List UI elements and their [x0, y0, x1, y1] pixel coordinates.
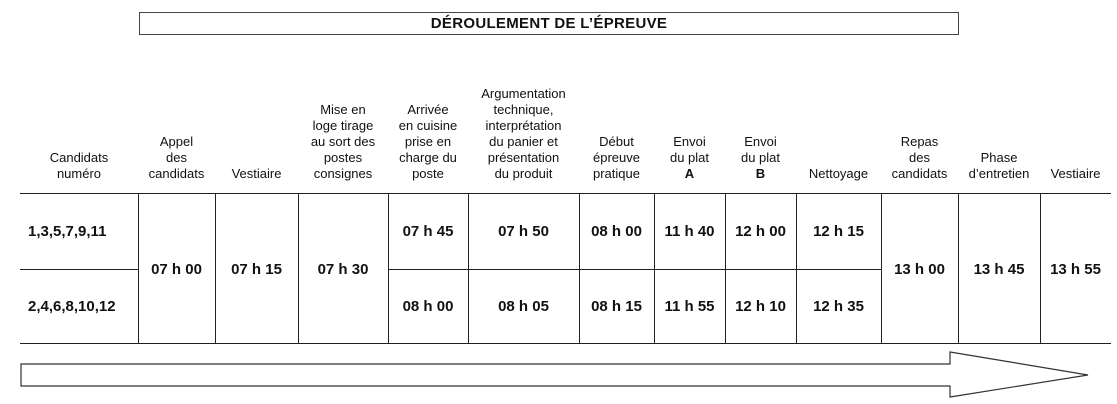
- header-arrivee: Arrivée en cuisine prise en charge du poste: [398, 102, 458, 181]
- header-envoi-a: Envoi du plat A: [669, 134, 710, 181]
- candidates-group-even: 2,4,6,8,10,12: [28, 298, 116, 315]
- time-envoi-a-even: 11 h 55: [664, 298, 715, 315]
- time-appel: 07 h 00: [151, 260, 202, 278]
- time-argumentation-odd: 07 h 50: [498, 223, 549, 240]
- time-nettoyage-odd: 12 h 15: [813, 223, 864, 240]
- time-vestiaire: 07 h 15: [231, 260, 282, 278]
- header-vestiaire-fin: Vestiaire: [1050, 166, 1101, 181]
- time-entretien: 13 h 45: [973, 260, 1025, 278]
- time-envoi-b-even: 12 h 10: [735, 298, 786, 315]
- time-nettoyage-even: 12 h 35: [813, 298, 864, 315]
- time-mise-en-loge: 07 h 30: [317, 260, 369, 278]
- time-arrivee-even: 08 h 00: [402, 298, 454, 315]
- header-repas: Repas des candidats: [891, 134, 948, 181]
- schedule-title: DÉROULEMENT DE L’ÉPREUVE: [139, 12, 959, 35]
- time-debut-even: 08 h 15: [591, 298, 642, 315]
- time-envoi-b-odd: 12 h 00: [735, 223, 786, 240]
- schedule-table: [20, 193, 1111, 344]
- header-argumentation: Argumentation technique, interprétation du panier et présentation du produit: [481, 86, 566, 181]
- header-nettoyage: Nettoyage: [808, 166, 869, 181]
- header-vestiaire: Vestiaire: [231, 166, 282, 181]
- candidates-group-odd: 1,3,5,7,9,11: [28, 223, 107, 240]
- time-vestiaire-fin: 13 h 55: [1050, 260, 1101, 278]
- plat-letter-a: A: [684, 166, 695, 181]
- plat-letter-b: B: [755, 166, 766, 181]
- timeline-arrow-icon: [20, 350, 1095, 400]
- time-envoi-a-odd: 11 h 40: [664, 223, 715, 240]
- time-arrivee-odd: 07 h 45: [402, 223, 454, 240]
- header-mise-en-loge: Mise en loge tirage au sort des postes consignes: [310, 102, 376, 181]
- time-debut-odd: 08 h 00: [591, 223, 642, 240]
- time-repas: 13 h 00: [894, 260, 945, 278]
- header-entretien: Phase d’entretien: [968, 150, 1030, 181]
- header-envoi-b: Envoi du plat B: [740, 134, 781, 181]
- header-candidats: Candidats numéro: [49, 150, 109, 181]
- header-debut: Début épreuve pratique: [593, 134, 640, 181]
- time-argumentation-even: 08 h 05: [498, 298, 549, 315]
- header-appel: Appel des candidats: [148, 134, 205, 181]
